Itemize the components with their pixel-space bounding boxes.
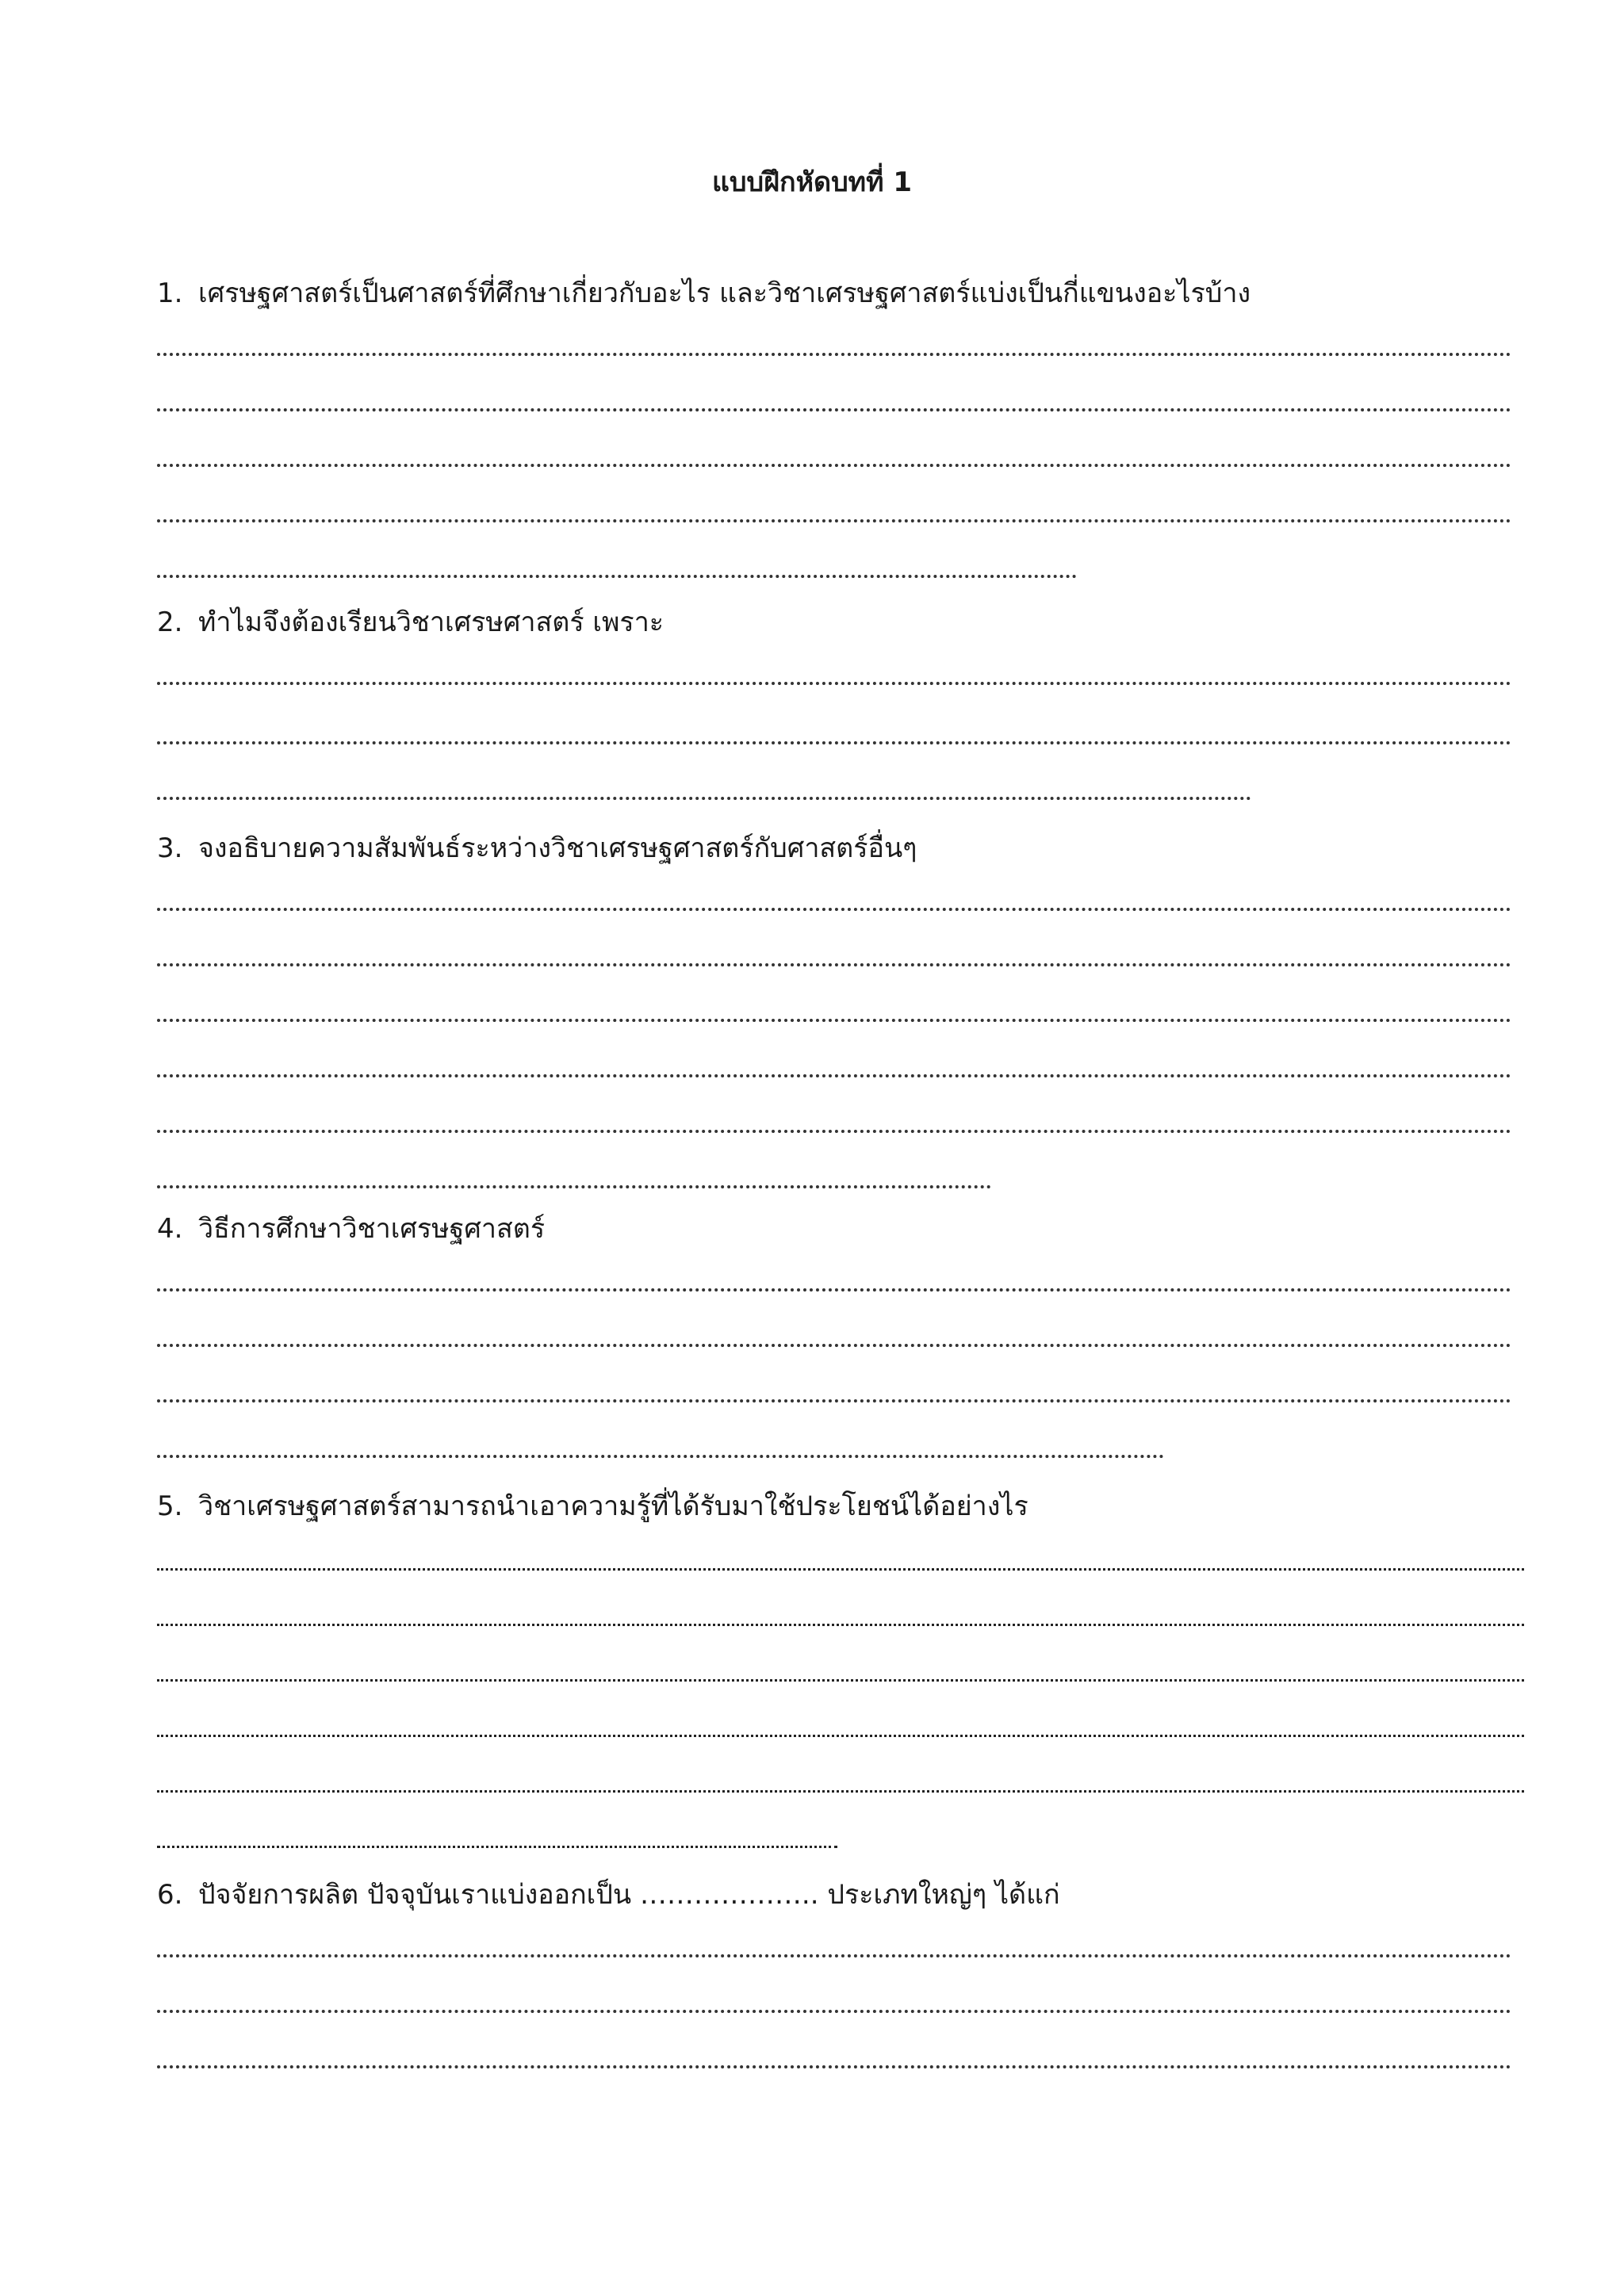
question-3 (157, 828, 917, 868)
question-text: ทำไมจึงต้องเรียนวิชาเศรษศาสตร์ เพราะ (198, 607, 665, 638)
answer-line[interactable] (157, 1790, 1524, 1793)
answer-line[interactable] (157, 908, 1511, 911)
answer-line[interactable] (157, 1624, 1524, 1626)
answer-line[interactable] (157, 741, 1511, 744)
answer-line[interactable] (157, 1344, 1511, 1347)
answer-line[interactable] (157, 1399, 1511, 1402)
answer-line[interactable] (157, 682, 1511, 685)
answer-line[interactable] (157, 1019, 1511, 1022)
answer-line[interactable] (157, 1074, 1511, 1077)
answer-line[interactable] (157, 1735, 1524, 1737)
question-number: 6. (157, 1879, 183, 1911)
question-6 (157, 1875, 1060, 1915)
question-text: วิธีการศึกษาวิชาเศรษฐศาสตร์ (198, 1213, 546, 1245)
answer-line[interactable] (157, 1679, 1524, 1682)
answer-line[interactable] (157, 1846, 837, 1848)
answer-line[interactable] (157, 353, 1511, 356)
answer-line[interactable] (157, 1954, 1511, 1957)
answer-line[interactable] (157, 519, 1511, 522)
answer-line[interactable] (157, 1130, 1511, 1133)
question-number: 5. (157, 1490, 183, 1522)
answer-line[interactable] (157, 963, 1511, 966)
question-1 (157, 274, 1251, 313)
answer-line[interactable] (157, 2010, 1511, 2013)
answer-line[interactable] (157, 1568, 1524, 1571)
question-text: วิชาเศรษฐศาสตร์สามารถนำเอาความรู้ที่ได้รับมาใช้ประโยชน์ได้อย่างไร (198, 1490, 1028, 1522)
page-title: แบบฝึกหัดบทที่ 1 (712, 166, 912, 198)
question-text: เศรษฐศาสตร์เป็นศาสตร์ที่ศึกษาเกี่ยวกับอะไร และวิชาเศรษฐศาสตร์แบ่งเป็นกี่แขนงอะไรบ้าง (198, 277, 1251, 309)
answer-line[interactable] (157, 1185, 991, 1188)
question-2 (157, 603, 664, 642)
answer-line[interactable] (157, 1288, 1511, 1292)
answer-line[interactable] (157, 1455, 1164, 1458)
question-4 (157, 1209, 545, 1249)
question-number: 3. (157, 832, 183, 864)
question-number: 4. (157, 1213, 183, 1245)
answer-line[interactable] (157, 408, 1511, 411)
answer-line[interactable] (157, 464, 1511, 467)
question-number: 2. (157, 607, 183, 638)
question-text: จงอธิบายความสัมพันธ์ระหว่างวิชาเศรษฐศาสตร์กับศาสตร์อื่นๆ (198, 832, 917, 864)
answer-line[interactable] (157, 797, 1251, 800)
question-5 (157, 1487, 1028, 1526)
question-text: ปัจจัยการผลิต ปัจจุบันเราแบ่งออกเป็น ……………….. ประเภทใหญ่ๆ ได้แก่ (198, 1879, 1060, 1911)
answer-line[interactable] (157, 2065, 1511, 2068)
question-number: 1. (157, 277, 183, 309)
answer-line[interactable] (157, 575, 1077, 578)
